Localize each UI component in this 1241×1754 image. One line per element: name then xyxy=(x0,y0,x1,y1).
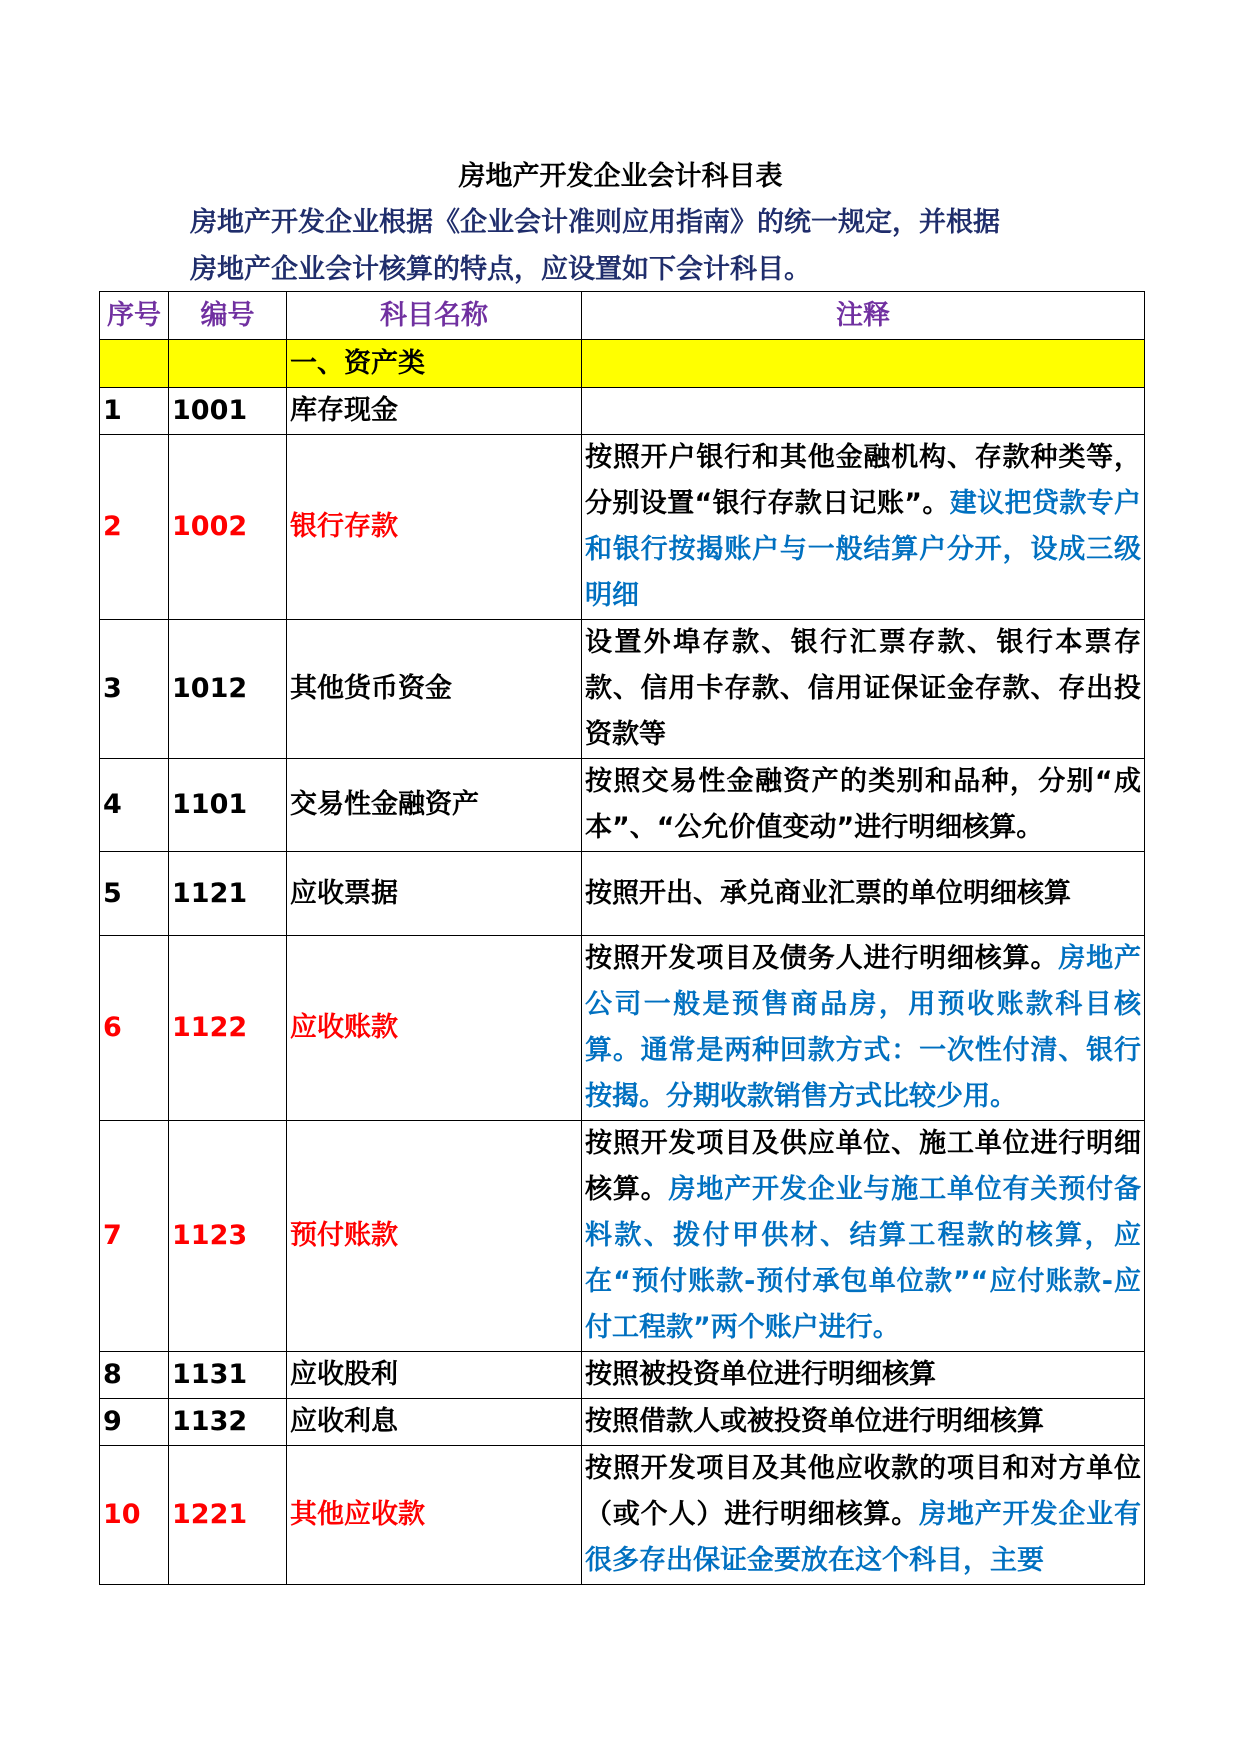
row-number: 2 xyxy=(100,435,169,620)
row-code: 1001 xyxy=(169,388,287,435)
row-note xyxy=(582,852,1145,936)
header-code: 编号 xyxy=(169,292,287,340)
row-name: 其他货币资金 xyxy=(287,620,582,759)
row-name: 应收票据 xyxy=(287,852,582,936)
row-number: 1 xyxy=(100,388,169,435)
row-number: 3 xyxy=(100,620,169,759)
row-number: 5 xyxy=(100,852,169,936)
row-note xyxy=(582,1446,1145,1585)
note-suggestion-text: 房地产开发企业有很多存出保证金要放在这个科目，主要 xyxy=(585,1499,1142,1576)
row-number: 4 xyxy=(100,759,169,852)
row-note xyxy=(582,1121,1145,1352)
row-code: 1123 xyxy=(169,1121,287,1352)
row-note xyxy=(582,388,1145,435)
row-code: 1221 xyxy=(169,1446,287,1585)
row-name: 应收股利 xyxy=(287,1352,582,1399)
row-name: 银行存款 xyxy=(287,435,582,620)
table-row xyxy=(100,620,1145,759)
row-number: 8 xyxy=(100,1352,169,1399)
note-text: 按照开出、承兑商业汇票的单位明细核算 xyxy=(585,877,1071,909)
row-code: 1012 xyxy=(169,620,287,759)
row-code: 1101 xyxy=(169,759,287,852)
header-name: 科目名称 xyxy=(287,292,582,340)
table-row xyxy=(100,1121,1145,1352)
row-code: 1131 xyxy=(169,1352,287,1399)
table-row xyxy=(100,1352,1145,1399)
row-name: 其他应收款 xyxy=(287,1446,582,1585)
row-code: 1132 xyxy=(169,1399,287,1446)
row-note xyxy=(582,1399,1145,1446)
note-suggestion-text: 建议把贷款专户和银行按揭账户与一般结算户分开，设成三级明细 xyxy=(585,488,1141,611)
table-row xyxy=(100,388,1145,435)
table-row xyxy=(100,936,1145,1121)
row-note xyxy=(582,759,1145,852)
row-code: 1002 xyxy=(169,435,287,620)
intro-line-1: 房地产开发企业根据《企业会计准则应用指南》的统一规定，并根据 xyxy=(190,207,1000,238)
row-number: 7 xyxy=(100,1121,169,1352)
intro-line-2: 房地产企业会计核算的特点，应设置如下会计科目。 xyxy=(190,254,811,285)
table-row xyxy=(100,435,1145,620)
note-text: 按照开发项目及债务人进行明细核算。 xyxy=(585,943,1059,974)
note-suggestion-text: 房地产公司一般是预售商品房，用预收账款科目核算。通常是两种回款方式：一次性付清、银行按揭。分期收款销售方式比较少用。 xyxy=(585,943,1142,1112)
row-code: 1122 xyxy=(169,936,287,1121)
table-row xyxy=(100,1399,1145,1446)
note-text: 按照借款人或被投资单位进行明细核算 xyxy=(585,1406,1044,1437)
note-text: 按照开发项目及供应单位、施工单位进行明细核算。 xyxy=(585,1128,1141,1205)
row-number: 10 xyxy=(100,1446,169,1585)
row-note xyxy=(582,435,1145,620)
note-suggestion-text: 房地产开发企业与施工单位有关预付备料款、拨付甲供材、结算工程款的核算，应在“预付账款-预付承包单位款”“应付账款-应付工程款”两个账户进行。 xyxy=(585,1174,1142,1343)
table-header-row xyxy=(100,292,1145,340)
page-title: 房地产开发企业会计科目表 xyxy=(458,161,783,192)
table-row xyxy=(100,759,1145,852)
accounts-table xyxy=(99,291,1145,1585)
row-number: 6 xyxy=(100,936,169,1121)
section-label: 一、资产类 xyxy=(287,340,582,388)
row-name: 交易性金融资产 xyxy=(287,759,582,852)
row-code: 1121 xyxy=(169,852,287,936)
row-note xyxy=(582,936,1145,1121)
table-row xyxy=(100,852,1145,936)
row-note xyxy=(582,1352,1145,1399)
row-name: 预付账款 xyxy=(287,1121,582,1352)
row-note xyxy=(582,620,1145,759)
note-text: 按照交易性金融资产的类别和品种，分别“成本”、“公允价值变动”进行明细核算。 xyxy=(585,766,1141,843)
note-text: 设置外埠存款、银行汇票存款、银行本票存款、信用卡存款、信用证保证金存款、存出投资款等 xyxy=(585,627,1141,750)
row-name: 库存现金 xyxy=(287,388,582,435)
note-text: 按照开户银行和其他金融机构、存款种类等，分别设置“银行存款日记账”。 xyxy=(585,442,1141,519)
header-no: 序号 xyxy=(100,292,169,340)
row-number: 9 xyxy=(100,1399,169,1446)
row-name: 应收利息 xyxy=(287,1399,582,1446)
header-note: 注释 xyxy=(582,292,1145,340)
note-text: 按照开发项目及其他应收款的项目和对方单位（或个人）进行明细核算。 xyxy=(585,1453,1141,1530)
table-row xyxy=(100,1446,1145,1585)
row-name: 应收账款 xyxy=(287,936,582,1121)
section-row xyxy=(100,340,1145,388)
note-text: 按照被投资单位进行明细核算 xyxy=(585,1359,936,1390)
